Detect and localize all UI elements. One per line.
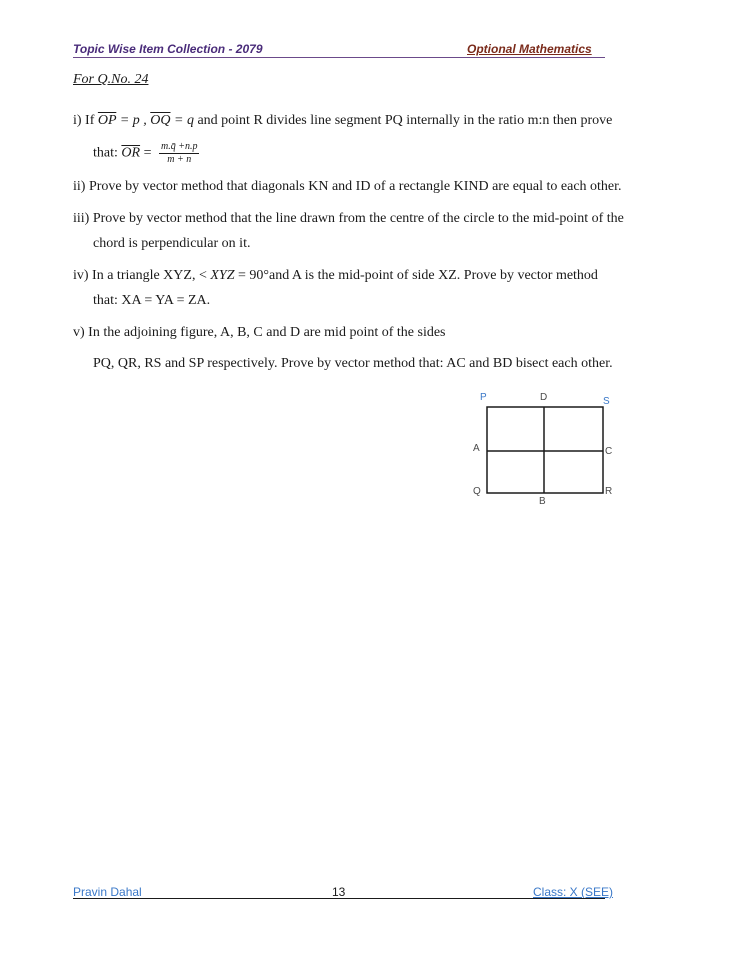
label-d: D — [540, 392, 548, 403]
square-pqrs — [487, 407, 603, 493]
footer-page-number: 13 — [332, 885, 346, 899]
label-q: Q — [473, 486, 481, 497]
question-3-line-1: iii) Prove by vector method that the line drawn from the centre of the circle to the mid-point of the — [73, 211, 624, 226]
header-subject: Optional Mathematics — [467, 42, 592, 56]
label-r: R — [605, 486, 613, 497]
question-4-line-2: that: XA = YA = ZA. — [93, 293, 211, 308]
vector-oq: $\overline{OQ}$ — [150, 113, 171, 128]
footer-divider — [73, 898, 605, 899]
square-diagram — [470, 392, 620, 517]
fraction: $\frac{m.q̄ +n.p}{m + n}$ — [160, 141, 198, 165]
header-divider — [73, 57, 605, 58]
question-5-line-1: v) In the adjoining figure, A, B, C and D are mid point of the sides — [73, 325, 446, 340]
section-title: For Q.No. 24 — [73, 72, 149, 87]
label-a: A — [473, 443, 480, 454]
footer-class: Class: X (SEE) — [533, 885, 614, 899]
question-4-line-1: iv) In a triangle XYZ, < XYZ = 90°and A is the mid-point of side XZ. Prove by vector method — [73, 268, 598, 283]
label-s: S — [603, 396, 610, 407]
label-b: B — [539, 496, 546, 507]
question-1-line-1: i) If $\overline{OP} = p$ , $\overline{OQ} = q$ and point R divides line segment PQ internally in the ratio m:n then prove — [73, 113, 613, 128]
footer-author: Pravin Dahal — [73, 885, 142, 899]
question-5-line-2: PQ, QR, RS and SP respectively. Prove by vector method that: AC and BD bisect each other. — [93, 356, 613, 371]
header-topic: Topic Wise Item Collection - 2079 — [73, 42, 263, 56]
label-c: C — [605, 446, 613, 457]
question-2: ii) Prove by vector method that diagonals KN and ID of a rectangle KIND are equal to each other. — [73, 179, 622, 194]
vector-op: $\overline{OP}$ — [97, 113, 117, 128]
label-p: P — [480, 392, 487, 403]
vector-or: $\overline{OR}$ — [121, 145, 141, 161]
question-1-line-2: that: $\overline{OR}$ = $\frac{m.q̄ +n.p}{m + n}$ — [93, 141, 198, 165]
question-3-line-2: chord is perpendicular on it. — [93, 236, 251, 251]
